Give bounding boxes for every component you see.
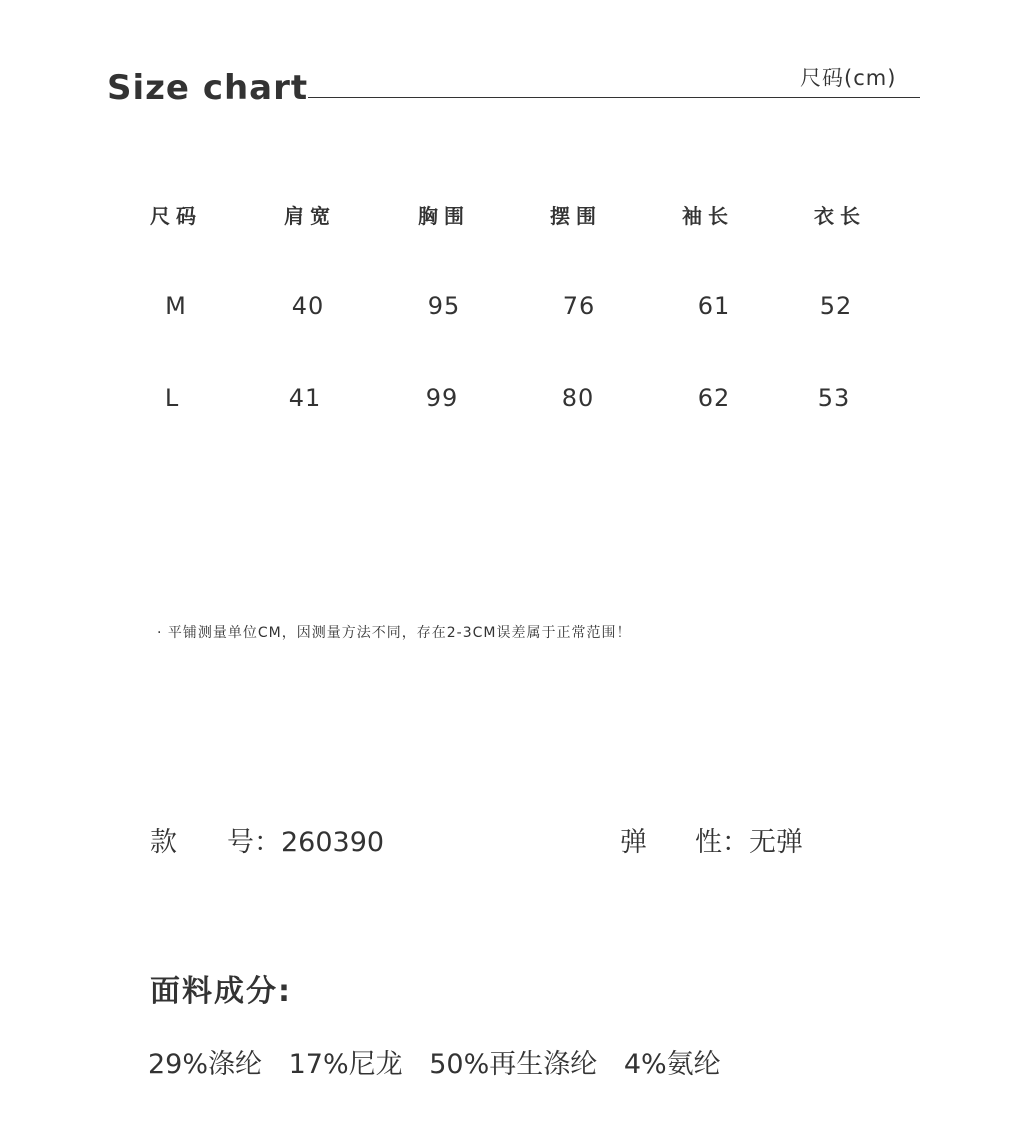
- table-cell: 41: [288, 384, 322, 412]
- fabric-item: 50%再生涤纶: [429, 1049, 598, 1080]
- table-row: [110, 292, 910, 384]
- table-cell: M: [165, 292, 187, 320]
- table-cell: 52: [819, 292, 853, 320]
- fabric-item: 17%尼龙: [288, 1049, 403, 1080]
- unit-label: 尺码(cm): [800, 66, 897, 90]
- table-cell: L: [164, 384, 180, 412]
- table-cell: 53: [817, 384, 851, 412]
- elastic-label-b: 性：: [695, 827, 749, 858]
- column-header-hem: 摆围: [550, 204, 602, 228]
- table-cell: 76: [562, 292, 596, 320]
- table-cell: 99: [425, 384, 459, 412]
- table-cell: 61: [697, 292, 731, 320]
- fabric-item: 4%氨纶: [623, 1049, 721, 1080]
- size-table: [110, 200, 910, 476]
- style-label-b: 号：: [227, 827, 281, 858]
- measurement-note: · 平铺测量单位CM，因测量方法不同，存在2-3CM误差属于正常范围！: [157, 625, 632, 641]
- table-cell: 95: [427, 292, 461, 320]
- style-label-a: 款: [150, 827, 177, 858]
- style-value: 260390: [281, 827, 385, 858]
- page-title: Size chart: [107, 68, 309, 108]
- table-header-row: [110, 200, 910, 292]
- elasticity: [620, 820, 803, 859]
- table-row: [110, 384, 910, 476]
- column-header-shoulder: 肩宽: [284, 204, 336, 228]
- table-cell: 62: [697, 384, 731, 412]
- column-header-chest: 胸围: [418, 204, 470, 228]
- column-header-length: 衣长: [814, 204, 866, 228]
- fabric-item: 29%涤纶: [148, 1049, 263, 1080]
- column-header-sleeve: 袖长: [682, 204, 734, 228]
- table-cell: 40: [291, 292, 325, 320]
- fabric-composition: [148, 1042, 739, 1081]
- table-cell: 80: [561, 384, 595, 412]
- title-divider: [308, 97, 920, 98]
- elastic-value: 无弹: [749, 827, 803, 858]
- elastic-label-a: 弹: [620, 827, 647, 858]
- fabric-title: 面料成分:: [150, 974, 292, 1009]
- column-header-size: 尺码: [150, 204, 202, 228]
- style-number: [150, 820, 384, 859]
